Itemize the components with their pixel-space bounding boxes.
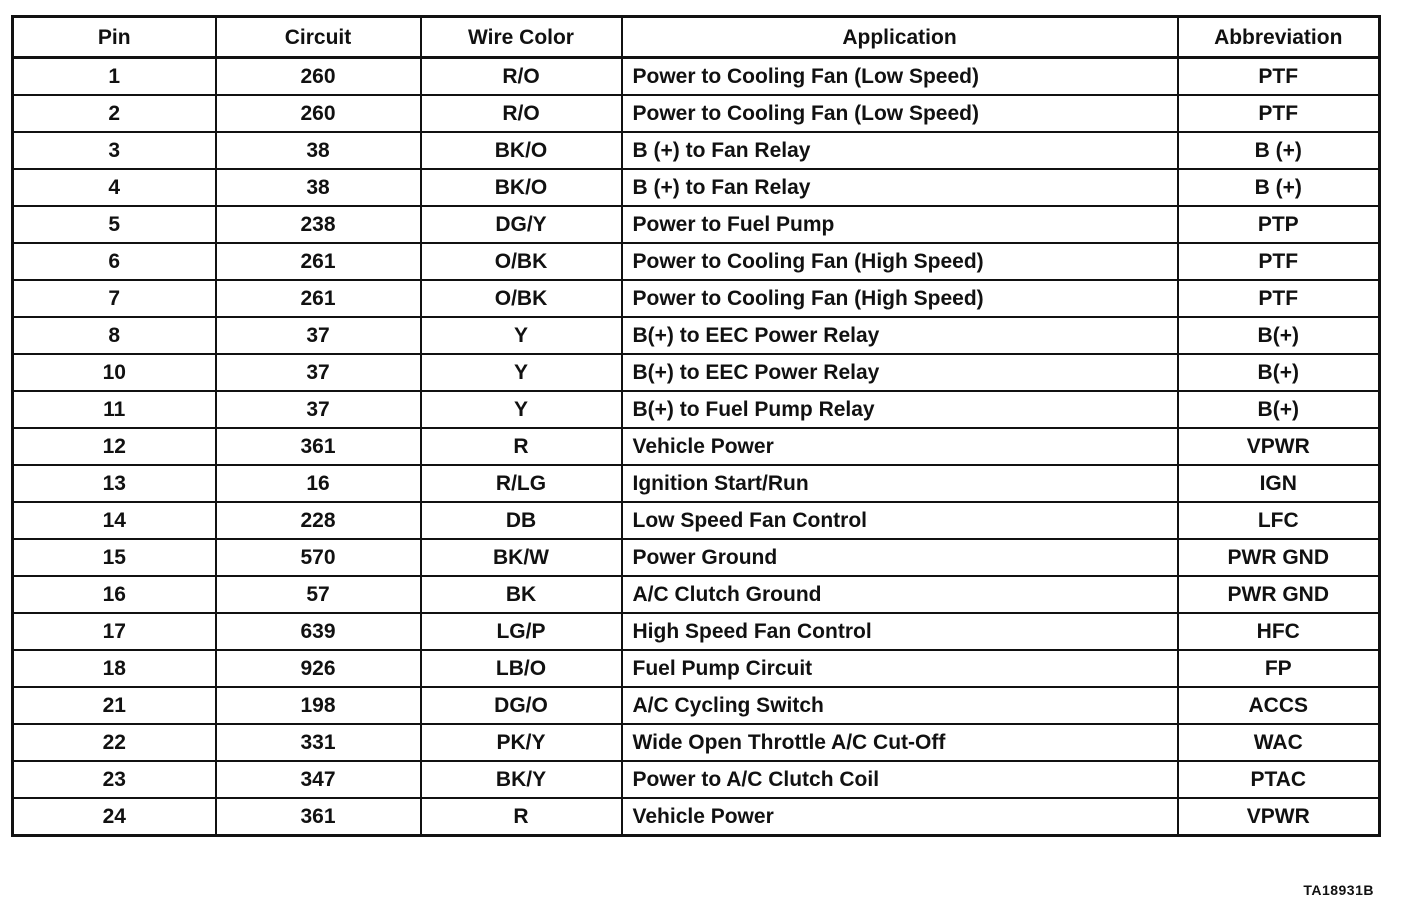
pin-cell: 24	[13, 798, 216, 836]
circuit-cell: 639	[216, 613, 421, 650]
abbreviation-cell: PTP	[1178, 206, 1380, 243]
table-row	[13, 576, 1380, 613]
wire-color-cell: R/O	[421, 95, 622, 132]
pin-cell: 21	[13, 687, 216, 724]
application-cell: B(+) to Fuel Pump Relay	[622, 391, 1178, 428]
table-row	[13, 243, 1380, 280]
circuit-cell: 361	[216, 428, 421, 465]
circuit-cell: 37	[216, 354, 421, 391]
application-cell: A/C Cycling Switch	[622, 687, 1178, 724]
pin-cell: 7	[13, 280, 216, 317]
wire-color-cell: BK/W	[421, 539, 622, 576]
header-pin: Pin	[13, 17, 216, 58]
table-row	[13, 724, 1380, 761]
abbreviation-cell: PTAC	[1178, 761, 1380, 798]
circuit-cell: 570	[216, 539, 421, 576]
application-cell: High Speed Fan Control	[622, 613, 1178, 650]
table-row	[13, 95, 1380, 132]
pin-assignment-table	[11, 15, 1381, 837]
application-cell: Power to Cooling Fan (Low Speed)	[622, 58, 1178, 96]
pin-cell: 11	[13, 391, 216, 428]
table-row	[13, 613, 1380, 650]
circuit-cell: 347	[216, 761, 421, 798]
application-cell: Low Speed Fan Control	[622, 502, 1178, 539]
abbreviation-cell: PTF	[1178, 95, 1380, 132]
circuit-cell: 261	[216, 243, 421, 280]
wire-color-cell: R/O	[421, 58, 622, 96]
abbreviation-cell: HFC	[1178, 613, 1380, 650]
wire-color-cell: O/BK	[421, 280, 622, 317]
table-row	[13, 58, 1380, 96]
circuit-cell: 260	[216, 58, 421, 96]
pin-cell: 2	[13, 95, 216, 132]
application-cell: Vehicle Power	[622, 428, 1178, 465]
circuit-cell: 238	[216, 206, 421, 243]
wire-color-cell: DG/Y	[421, 206, 622, 243]
table-row	[13, 132, 1380, 169]
application-cell: Power to A/C Clutch Coil	[622, 761, 1178, 798]
table-row	[13, 650, 1380, 687]
wire-color-cell: R/LG	[421, 465, 622, 502]
header-abbreviation: Abbreviation	[1178, 17, 1380, 58]
figure-id: TA18931B	[1303, 882, 1374, 898]
header-circuit: Circuit	[216, 17, 421, 58]
wire-color-cell: Y	[421, 317, 622, 354]
table-row	[13, 280, 1380, 317]
pin-cell: 12	[13, 428, 216, 465]
abbreviation-cell: ACCS	[1178, 687, 1380, 724]
wire-color-cell: BK/O	[421, 169, 622, 206]
application-cell: Power to Cooling Fan (High Speed)	[622, 243, 1178, 280]
wire-color-cell: DG/O	[421, 687, 622, 724]
pin-cell: 18	[13, 650, 216, 687]
wire-color-cell: DB	[421, 502, 622, 539]
pin-cell: 22	[13, 724, 216, 761]
pin-cell: 3	[13, 132, 216, 169]
abbreviation-cell: WAC	[1178, 724, 1380, 761]
table-header-row	[13, 17, 1380, 58]
circuit-cell: 38	[216, 169, 421, 206]
table-row	[13, 317, 1380, 354]
wire-color-cell: LG/P	[421, 613, 622, 650]
table-row	[13, 428, 1380, 465]
abbreviation-cell: B(+)	[1178, 317, 1380, 354]
circuit-cell: 37	[216, 391, 421, 428]
circuit-cell: 926	[216, 650, 421, 687]
table-row	[13, 539, 1380, 576]
table-row	[13, 798, 1380, 836]
table-row	[13, 465, 1380, 502]
wire-color-cell: BK/O	[421, 132, 622, 169]
wire-color-cell: R	[421, 428, 622, 465]
table-row	[13, 502, 1380, 539]
application-cell: Power to Fuel Pump	[622, 206, 1178, 243]
abbreviation-cell: FP	[1178, 650, 1380, 687]
circuit-cell: 260	[216, 95, 421, 132]
wire-color-cell: PK/Y	[421, 724, 622, 761]
abbreviation-cell: PWR GND	[1178, 576, 1380, 613]
table-row	[13, 169, 1380, 206]
pin-cell: 5	[13, 206, 216, 243]
table-row	[13, 391, 1380, 428]
table-row	[13, 206, 1380, 243]
abbreviation-cell: IGN	[1178, 465, 1380, 502]
circuit-cell: 228	[216, 502, 421, 539]
abbreviation-cell: B (+)	[1178, 132, 1380, 169]
pin-cell: 15	[13, 539, 216, 576]
pin-cell: 16	[13, 576, 216, 613]
abbreviation-cell: VPWR	[1178, 798, 1380, 836]
pin-cell: 10	[13, 354, 216, 391]
pin-cell: 13	[13, 465, 216, 502]
application-cell: B (+) to Fan Relay	[622, 132, 1178, 169]
application-cell: Power to Cooling Fan (Low Speed)	[622, 95, 1178, 132]
application-cell: B(+) to EEC Power Relay	[622, 354, 1178, 391]
wire-color-cell: BK	[421, 576, 622, 613]
abbreviation-cell: PTF	[1178, 243, 1380, 280]
wire-color-cell: O/BK	[421, 243, 622, 280]
circuit-cell: 261	[216, 280, 421, 317]
pin-cell: 14	[13, 502, 216, 539]
abbreviation-cell: B(+)	[1178, 391, 1380, 428]
circuit-cell: 361	[216, 798, 421, 836]
abbreviation-cell: PTF	[1178, 280, 1380, 317]
pin-cell: 4	[13, 169, 216, 206]
abbreviation-cell: PTF	[1178, 58, 1380, 96]
abbreviation-cell: LFC	[1178, 502, 1380, 539]
table-body	[13, 58, 1380, 836]
pin-cell: 6	[13, 243, 216, 280]
abbreviation-cell: VPWR	[1178, 428, 1380, 465]
table-row	[13, 761, 1380, 798]
circuit-cell: 331	[216, 724, 421, 761]
circuit-cell: 38	[216, 132, 421, 169]
application-cell: Ignition Start/Run	[622, 465, 1178, 502]
application-cell: Power Ground	[622, 539, 1178, 576]
pin-cell: 8	[13, 317, 216, 354]
application-cell: Power to Cooling Fan (High Speed)	[622, 280, 1178, 317]
circuit-cell: 198	[216, 687, 421, 724]
application-cell: Fuel Pump Circuit	[622, 650, 1178, 687]
header-wire-color: Wire Color	[421, 17, 622, 58]
abbreviation-cell: B (+)	[1178, 169, 1380, 206]
wire-color-cell: Y	[421, 391, 622, 428]
table-row	[13, 687, 1380, 724]
table-row	[13, 354, 1380, 391]
pin-cell: 1	[13, 58, 216, 96]
wire-color-cell: LB/O	[421, 650, 622, 687]
header-application: Application	[622, 17, 1178, 58]
wire-color-cell: Y	[421, 354, 622, 391]
abbreviation-cell: B(+)	[1178, 354, 1380, 391]
application-cell: A/C Clutch Ground	[622, 576, 1178, 613]
application-cell: Vehicle Power	[622, 798, 1178, 836]
application-cell: B(+) to EEC Power Relay	[622, 317, 1178, 354]
application-cell: Wide Open Throttle A/C Cut-Off	[622, 724, 1178, 761]
application-cell: B (+) to Fan Relay	[622, 169, 1178, 206]
wire-color-cell: R	[421, 798, 622, 836]
circuit-cell: 57	[216, 576, 421, 613]
circuit-cell: 37	[216, 317, 421, 354]
circuit-cell: 16	[216, 465, 421, 502]
abbreviation-cell: PWR GND	[1178, 539, 1380, 576]
wire-color-cell: BK/Y	[421, 761, 622, 798]
pin-cell: 23	[13, 761, 216, 798]
pin-cell: 17	[13, 613, 216, 650]
